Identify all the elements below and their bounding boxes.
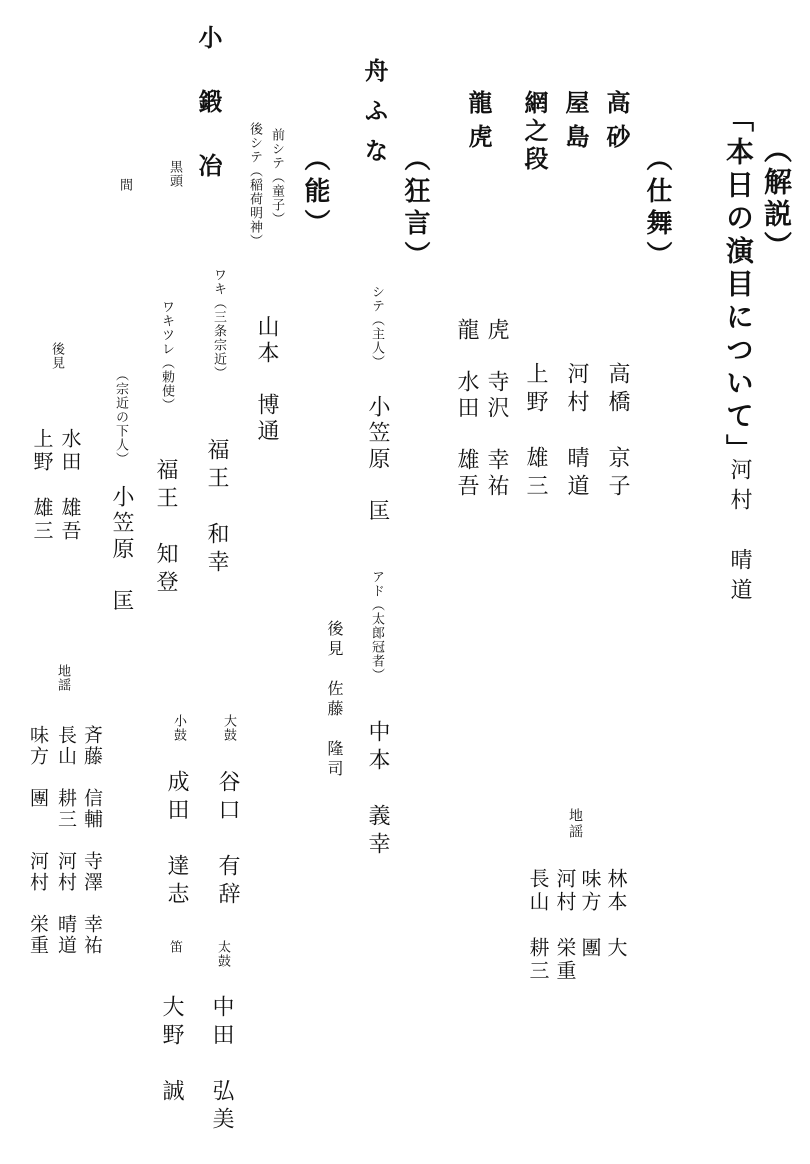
noh-waki-name: 福王 和幸 [204,438,229,578]
shimai-performer-ryu: 龍 水田 雄吾 [454,318,479,500]
shimai-title-yashima: 屋島 [561,90,590,158]
shimai-title-takasago: 高砂 [602,90,631,158]
hayashi-taiko-label: 太鼓 [215,940,230,968]
noh-label: （能） [300,145,330,241]
kyogen-shite-role: シテ（主人） [369,285,384,369]
hayashi-otsuzumi-name: 谷口 有辞 [215,770,240,910]
shimai-label: （仕舞） [642,145,672,273]
hayashi-kotsuzumi-name: 成田 達志 [164,770,189,910]
shimai-performer-takasago: 高橋 京子 [605,362,630,502]
shimai-performer-yashima: 河村 晴道 [564,362,589,502]
shimai-title-ryuko: 龍虎 [464,90,493,158]
kyogen-title: 舟ふな [360,58,389,178]
kaisetsu-title: 「本日の演目について」 [722,104,755,467]
kyogen-ado-role: アド（太郎冠者） [369,570,384,682]
kyogen-ado-name: 中本 義幸 [365,720,390,860]
kaisetsu-speaker: 河村 晴道 [727,458,752,608]
noh-mae-shite: 前シテ（童子） [269,128,284,226]
noh-koken-2: 上野 雄三 [30,428,54,543]
hayashi-otsuzumi-label: 大鼓 [221,714,236,742]
noh-waki-role: ワキ（三条宗近） [211,268,226,380]
kaisetsu-label: （解説） [760,135,793,263]
shimai-jiutai-col4: 長山 耕三 [526,868,550,983]
shimai-jiutai-col2: 味方 團 [578,868,602,960]
noh-kurogashira: 黒頭 [167,160,182,188]
noh-nochi-shite: 後シテ（稲荷明神） [247,122,262,248]
kyogen-label: （狂言） [400,145,430,273]
kyogen-koken: 後見 佐藤 隆司 [325,620,344,780]
noh-koken-1: 水田 雄吾 [58,428,82,543]
noh-ai-role: （宗近の下人） [113,368,128,466]
shimai-jiutai-col1: 林本 大 [604,868,628,960]
noh-wakitsure-role: ワキツレ（勅使） [159,300,174,412]
hayashi-fue-name: 大野 誠 [159,995,184,1107]
noh-wakitsure-name: 福王 知登 [153,458,178,598]
noh-ai-label: 間 [117,178,132,192]
shimai-title-aminodan: 網之段 [520,90,549,174]
shimai-jiutai-label: 地謡 [567,808,583,840]
noh-shite-name: 山本 博通 [254,315,279,445]
hayashi-kotsuzumi-label: 小鼓 [171,714,186,742]
kyogen-shite-name: 小笠原 匡 [365,395,390,525]
noh-jiutai-label: 地謡 [55,664,70,692]
noh-ai-name: 小笠原 匡 [109,485,134,615]
hayashi-taiko-name: 中田 弘美 [209,995,234,1135]
noh-jiutai-col1: 斉藤 信輔 寺澤 幸祐 [81,725,103,956]
shimai-performer-tora: 虎 寺沢 幸祐 [484,318,509,500]
shimai-performer-aminodan: 上野 雄三 [523,362,548,502]
noh-jiutai-col3: 味方 團 河村 栄重 [27,725,49,956]
noh-jiutai-col2: 長山 耕三 河村 晴道 [55,725,77,956]
hayashi-fue-label: 笛 [167,940,182,954]
shimai-jiutai-col3: 河村 栄重 [553,868,577,983]
noh-title: 小鍛冶 [194,25,223,217]
noh-koken-label: 後見 [49,342,64,370]
